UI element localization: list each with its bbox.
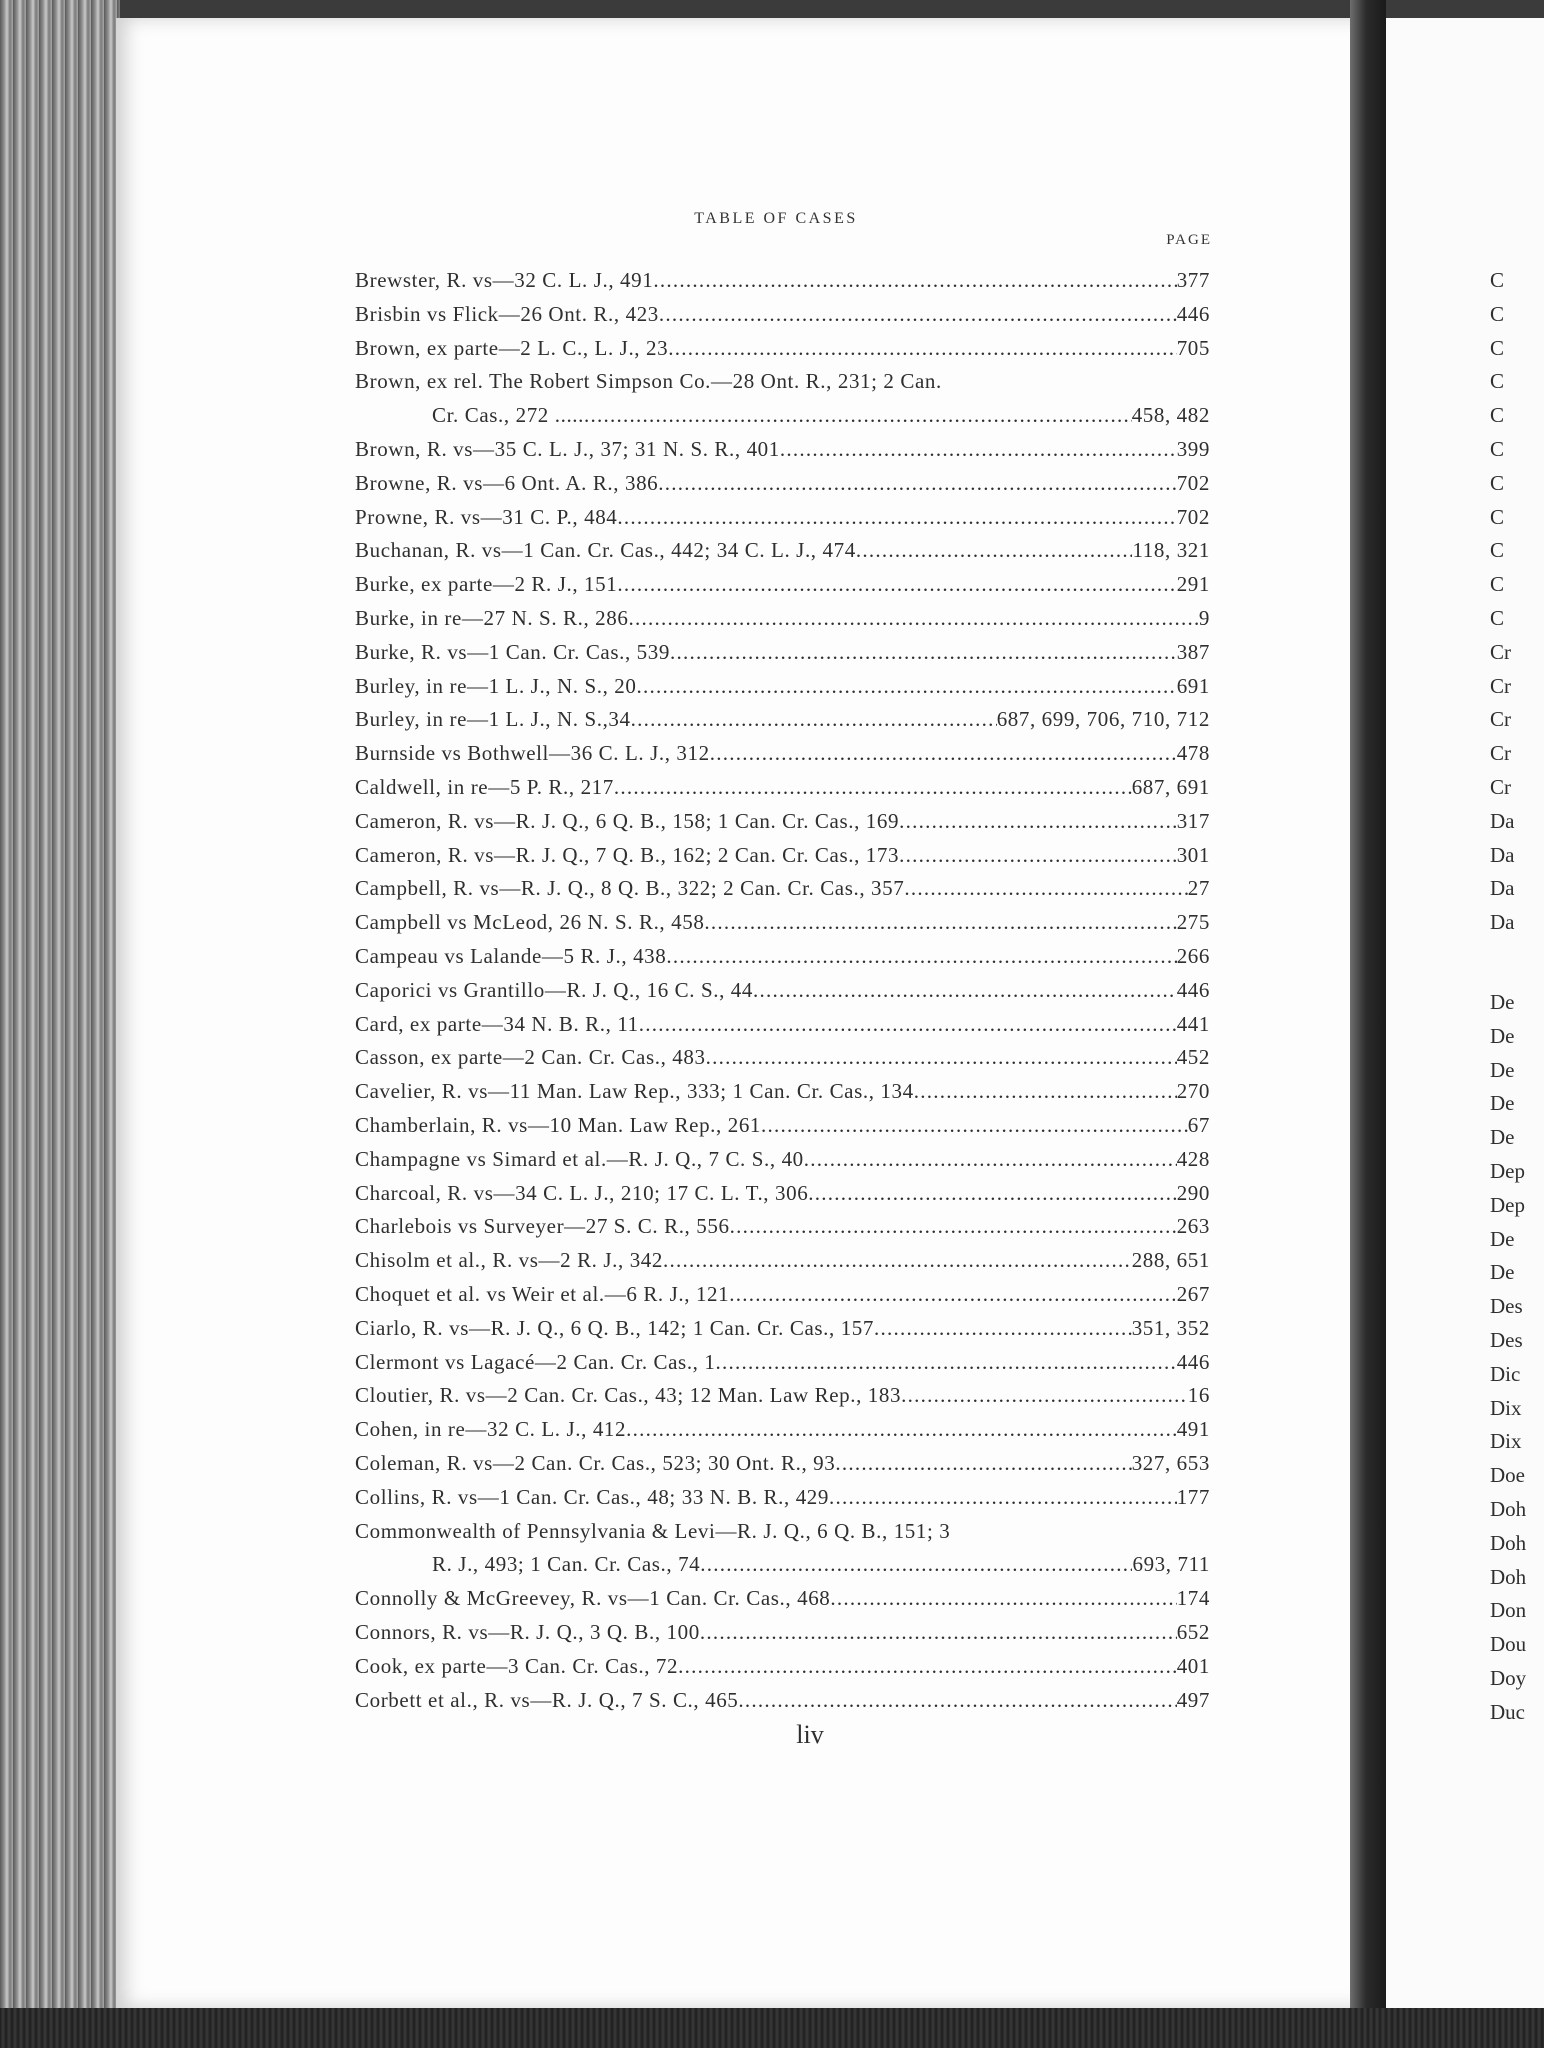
case-page-number: 177 [1176, 1484, 1210, 1509]
leader-dots [899, 809, 1177, 834]
case-page-number: 377 [1176, 268, 1210, 292]
case-entry [355, 843, 1210, 873]
leader-dots [901, 1383, 1188, 1408]
case-page-number: 652 [1176, 1620, 1210, 1644]
case-citation: Charlebois vs Surveyer—27 S. C. R., 556 [355, 1214, 730, 1239]
leader-dots [835, 1451, 1131, 1476]
case-citation: Campbell vs McLeod, 26 N. S. R., 458 [355, 910, 705, 935]
case-citation: Campeau vs Lalande—5 R. J., 438 [355, 944, 667, 968]
case-page-number: 263 [1176, 1214, 1210, 1239]
case-page-number: 441 [1176, 1011, 1210, 1036]
case-citation: Brown, ex rel. The Robert Simpson Co.—28 Ont. R., 231; 2 Can. [355, 369, 942, 394]
case-citation: Burke, in re—27 N. S. R., 286 [355, 606, 629, 630]
case-entry [355, 336, 1210, 366]
leader-dots [710, 741, 1177, 766]
leader-dots [628, 606, 1198, 631]
leader-dots [715, 1350, 1176, 1375]
facing-page-fragment: De [1490, 1057, 1515, 1082]
case-page-number: 458, 482 [1131, 403, 1210, 428]
facing-page-fragment: Doe [1490, 1463, 1525, 1488]
case-entry [355, 538, 1210, 568]
case-citation: Cameron, R. vs—R. J. Q., 7 Q. B., 162; 2 Can. Cr. Cas., 173 [355, 842, 900, 867]
case-entry [355, 1214, 1210, 1244]
facing-page-fragment: Da [1490, 808, 1515, 833]
facing-page-fragment: Cr [1490, 741, 1511, 766]
case-entry [355, 369, 1210, 399]
case-entry [355, 268, 1210, 298]
facing-page-fragment: Don [1490, 1598, 1527, 1623]
case-citation: Card, ex parte—34 N. B. R., 11 [355, 1011, 639, 1036]
case-entry [355, 1383, 1210, 1413]
leader-dots [659, 302, 1177, 327]
case-citation: Coleman, R. vs—2 Can. Cr. Cas., 523; 30 Ont. R., 93 [355, 1451, 836, 1475]
case-citation: Cohen, in re—32 C. L. J., 412 [355, 1417, 627, 1442]
case-page-number: 428 [1176, 1146, 1210, 1171]
leader-dots [631, 707, 997, 732]
case-entry [355, 640, 1210, 670]
facing-page-fragment: De [1490, 1125, 1515, 1150]
facing-page-fragment: Cr [1490, 639, 1511, 664]
case-page-number: 351, 352 [1131, 1315, 1210, 1340]
case-citation: Burley, in re—1 L. J., N. S., 20 [355, 673, 637, 698]
facing-page-fragment: De [1490, 990, 1515, 1014]
leader-dots [614, 775, 1132, 800]
case-page-number: 67 [1187, 1113, 1210, 1137]
leader-dots [780, 437, 1177, 462]
page-number: liv [796, 1720, 824, 1749]
case-entry [355, 978, 1210, 1008]
case-page-number: 290 [1176, 1180, 1210, 1205]
leader-dots [804, 1147, 1177, 1172]
case-entry [355, 1451, 1210, 1481]
facing-page-fragment: Doh [1490, 1497, 1527, 1521]
case-entry [355, 1045, 1210, 1075]
facing-page-fragment: C [1490, 437, 1505, 461]
leader-dots [663, 1248, 1132, 1273]
facing-page-fragment: C [1490, 606, 1505, 630]
leader-dots [658, 471, 1176, 496]
case-citation: Choquet et al. vs Weir et al.—6 R. J., 121 [355, 1282, 730, 1306]
leader-dots [899, 843, 1177, 868]
case-citation: Caldwell, in re—5 P. R., 217 [355, 775, 614, 799]
case-page-number: 270 [1176, 1079, 1210, 1104]
case-entry [355, 606, 1210, 636]
case-entry [355, 1147, 1210, 1177]
case-citation: Buchanan, R. vs—1 Can. Cr. Cas., 442; 34 C. L. J., 474 [355, 538, 856, 563]
case-entry [355, 1688, 1210, 1718]
case-citation: Brisbin vs Flick—26 Ont. R., 423 [355, 301, 659, 326]
case-citation: Prowne, R. vs—31 C. P., 484 [355, 504, 618, 529]
facing-page-fragment: De [1490, 1091, 1515, 1116]
leader-dots [636, 674, 1176, 699]
leader-dots [738, 1688, 1176, 1713]
facing-page-fragment: Des [1490, 1294, 1523, 1319]
leader-dots [666, 944, 1176, 969]
facing-page-fragment: C [1490, 301, 1505, 326]
case-page-number: 497 [1176, 1687, 1210, 1712]
case-citation: Connors, R. vs—R. J. Q., 3 Q. B., 100 [355, 1620, 700, 1644]
case-page-number: 478 [1176, 741, 1210, 766]
facing-page-fragment: Duc [1490, 1699, 1525, 1724]
leader-dots [668, 336, 1176, 361]
case-citation: Connolly & McGreevey, R. vs—1 Can. Cr. Cas., 468 [355, 1586, 831, 1611]
case-entry [355, 471, 1210, 501]
case-entry [432, 1552, 1210, 1582]
case-page-number: 705 [1176, 335, 1210, 360]
case-citation: Brewster, R. vs—32 C. L. J., 491 [355, 268, 654, 292]
facing-page-fragment: C [1490, 572, 1505, 597]
case-page-number: 267 [1176, 1282, 1210, 1306]
leader-dots [753, 978, 1177, 1003]
case-entry [355, 1248, 1210, 1278]
case-citation: Brown, R. vs—35 C. L. J., 37; 31 N. S. R., 401 [355, 437, 780, 461]
facing-page-fragment: Dep [1490, 1192, 1525, 1217]
case-citation: Cavelier, R. vs—11 Man. Law Rep., 333; 1 Can. Cr. Cas., 134 [355, 1079, 914, 1104]
case-entry [355, 1181, 1210, 1211]
facing-page-fragment: C [1490, 268, 1505, 292]
case-entry [355, 1012, 1210, 1042]
facing-page-fragment: Da [1490, 876, 1515, 901]
case-entry [355, 1282, 1210, 1312]
leader-dots [904, 876, 1187, 901]
case-page-number: 387 [1176, 639, 1210, 664]
case-citation: Chamberlain, R. vs—10 Man. Law Rep., 261 [355, 1113, 762, 1137]
case-entry [355, 1417, 1210, 1447]
case-entry [355, 707, 1210, 737]
case-page-number: 301 [1176, 842, 1210, 867]
book-gutter [1350, 0, 1386, 2048]
facing-page-fragment: C [1490, 538, 1505, 563]
scanner-edge [0, 2008, 1544, 2048]
page-heading: TABLE OF CASES [694, 210, 858, 227]
facing-page-fragment: Cr [1490, 707, 1511, 732]
leader-dots [626, 1417, 1177, 1442]
case-entry [355, 302, 1210, 332]
case-page-number: 399 [1176, 437, 1210, 461]
case-citation: Commonwealth of Pennsylvania & Levi—R. J. Q., 6 Q. B., 151; 3 [355, 1518, 951, 1543]
facing-page-fragment: De [1490, 1260, 1515, 1285]
page-column-label: PAGE [1166, 232, 1212, 248]
case-citation: Charcoal, R. vs—34 C. L. J., 210; 17 C. L. T., 306 [355, 1180, 809, 1205]
leader-dots [670, 640, 1177, 665]
leader-dots [856, 538, 1133, 563]
case-entry [355, 910, 1210, 940]
case-page-number: 275 [1176, 910, 1210, 935]
leader-dots [584, 403, 1132, 428]
case-citation: Campbell, R. vs—R. J. Q., 8 Q. B., 322; 2 Can. Cr. Cas., 357 [355, 876, 905, 901]
case-citation: Brown, ex parte—2 L. C., L. J., 23 [355, 335, 669, 360]
case-entry [355, 1586, 1210, 1616]
leader-dots [761, 1113, 1188, 1138]
case-entry [355, 1519, 1210, 1549]
case-citation: Cloutier, R. vs—2 Can. Cr. Cas., 43; 12 Man. Law Rep., 183 [355, 1383, 902, 1408]
case-entry [355, 674, 1210, 704]
leader-dots [653, 268, 1176, 293]
leader-dots [729, 1282, 1176, 1307]
case-page-number: 401 [1176, 1653, 1210, 1678]
leader-dots [678, 1654, 1177, 1679]
leader-dots [914, 1079, 1177, 1104]
leader-dots [830, 1586, 1176, 1611]
case-citation: Champagne vs Simard et al.—R. J. Q., 7 C. S., 40 [355, 1146, 804, 1171]
case-entry [355, 1654, 1210, 1684]
leader-dots [704, 910, 1176, 935]
case-page-number: 702 [1176, 504, 1210, 529]
case-page-number: 446 [1176, 1349, 1210, 1374]
leader-dots [700, 1620, 1177, 1645]
case-entry [355, 775, 1210, 805]
facing-page-fragment: Dic [1490, 1361, 1521, 1386]
case-entry [355, 572, 1210, 602]
case-page-number: 266 [1176, 944, 1210, 968]
case-page-number: 691 [1176, 673, 1210, 698]
case-citation: Burke, ex parte—2 R. J., 151 [355, 572, 618, 597]
facing-page-fragment: De [1490, 1226, 1515, 1251]
case-entry [355, 437, 1210, 467]
case-page-number: 702 [1176, 470, 1210, 495]
case-page-number: 174 [1176, 1586, 1210, 1611]
case-citation: R. J., 493; 1 Can. Cr. Cas., 74 [432, 1552, 701, 1577]
case-entry [355, 1620, 1210, 1650]
case-entry [355, 1079, 1210, 1109]
facing-page-fragment: Doh [1490, 1530, 1527, 1555]
case-page-number: 291 [1176, 572, 1210, 597]
case-citation: Chisolm et al., R. vs—2 R. J., 342 [355, 1248, 664, 1273]
leader-dots [639, 1012, 1177, 1037]
case-citation: Ciarlo, R. vs—R. J. Q., 6 Q. B., 142; 1 Can. Cr. Cas., 157 [355, 1315, 874, 1340]
facing-page-fragment: C [1490, 470, 1505, 495]
case-citation: Caporici vs Grantillo—R. J. Q., 16 C. S., 44 [355, 977, 753, 1002]
facing-page-fragment: Dou [1490, 1632, 1527, 1657]
case-page-number: 317 [1176, 808, 1210, 833]
case-entry [355, 944, 1210, 974]
case-page-number: 693, 711 [1132, 1552, 1210, 1577]
case-page-number: 446 [1176, 301, 1210, 326]
case-citation: Corbett et al., R. vs—R. J. Q., 7 S. C., 465 [355, 1687, 739, 1712]
case-citation: Cr. Cas., 272 ..... [432, 403, 584, 428]
case-page-number: 687, 691 [1131, 775, 1210, 799]
case-page-number: 27 [1187, 876, 1210, 901]
case-entry [355, 1485, 1210, 1515]
facing-page-fragment: Des [1490, 1328, 1523, 1352]
case-page-number: 491 [1176, 1417, 1210, 1442]
facing-page-fragment: C [1490, 369, 1505, 394]
facing-page-fragment: Cr [1490, 775, 1511, 799]
facing-page-fragment: C [1490, 403, 1505, 428]
facing-page-fragment: Cr [1490, 673, 1511, 698]
case-citation: Browne, R. vs—6 Ont. A. R., 386 [355, 470, 659, 495]
facing-page-fragment: Dix [1490, 1395, 1522, 1420]
leader-dots [808, 1181, 1176, 1206]
case-citation: Casson, ex parte—2 Can. Cr. Cas., 483 [355, 1045, 706, 1070]
book-page-edges [0, 0, 120, 2048]
leader-dots [829, 1485, 1177, 1510]
facing-page-fragment: Dix [1490, 1429, 1522, 1454]
case-citation: Cameron, R. vs—R. J. Q., 6 Q. B., 158; 1 Can. Cr. Cas., 169 [355, 808, 900, 833]
leader-dots [700, 1552, 1132, 1577]
facing-page-fragment: Dep [1490, 1159, 1525, 1183]
case-page-number: 16 [1187, 1383, 1210, 1408]
case-citation: Burnside vs Bothwell—36 C. L. J., 312 [355, 741, 710, 766]
case-page-number: 9 [1198, 606, 1210, 630]
leader-dots [730, 1214, 1177, 1239]
case-citation: Clermont vs Lagacé—2 Can. Cr. Cas., 1 [355, 1349, 716, 1374]
facing-page-fragment: Da [1490, 842, 1515, 867]
case-entry [355, 809, 1210, 839]
case-citation: Burke, R. vs—1 Can. Cr. Cas., 539 [355, 639, 670, 664]
facing-page-fragment: C [1490, 504, 1505, 529]
case-citation: Collins, R. vs—1 Can. Cr. Cas., 48; 33 N. B. R., 429 [355, 1484, 829, 1509]
leader-dots [617, 572, 1176, 597]
case-entry [355, 741, 1210, 771]
facing-page-fragment: Da [1490, 910, 1515, 935]
case-page-number: 288, 651 [1131, 1248, 1210, 1273]
leader-dots [706, 1045, 1177, 1070]
case-entry [355, 1350, 1210, 1380]
facing-page-fragment: De [1490, 1023, 1515, 1048]
facing-page-fragment: Doh [1490, 1564, 1527, 1589]
case-page-number: 452 [1176, 1045, 1210, 1070]
case-citation: Cook, ex parte—3 Can. Cr. Cas., 72 [355, 1653, 679, 1678]
case-entry [355, 505, 1210, 535]
case-entry [355, 1113, 1210, 1143]
case-citation: Burley, in re—1 L. J., N. S.,34 [355, 707, 631, 732]
case-entry [355, 876, 1210, 906]
case-page-number: 327, 653 [1131, 1451, 1210, 1475]
case-entry [432, 403, 1210, 433]
case-page-number: 446 [1176, 977, 1210, 1002]
facing-page-fragment: Doy [1490, 1666, 1527, 1690]
leader-dots [617, 505, 1176, 530]
case-page-number: 687, 699, 706, 710, 712 [996, 707, 1210, 732]
case-page-number: 118, 321 [1132, 538, 1210, 563]
leader-dots [874, 1316, 1132, 1341]
facing-page-fragment: C [1490, 335, 1505, 360]
case-entry [355, 1316, 1210, 1346]
